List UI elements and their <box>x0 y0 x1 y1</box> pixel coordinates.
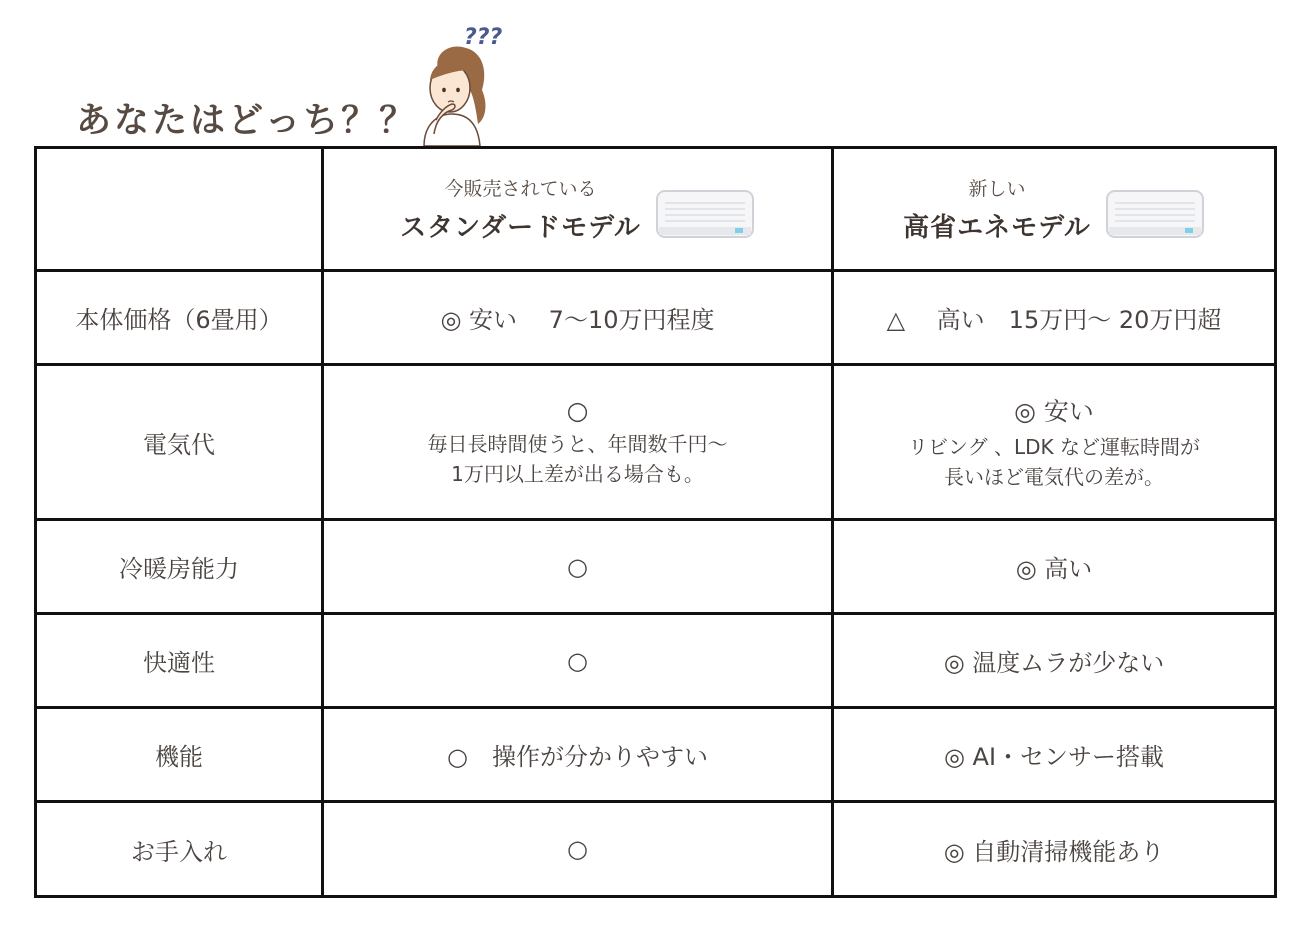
row-label-features: 機能 <box>36 708 323 802</box>
cell-care-standard: ○ <box>323 802 833 897</box>
standard-model-subtitle: 今販売されている <box>444 178 597 200</box>
comparison-table <box>34 146 1277 898</box>
eco-model-title: 高省エネモデル <box>903 213 1091 243</box>
row-label-care: お手入れ <box>36 802 323 897</box>
cell-care-eco: ◎ 自動清掃機能あり <box>833 802 1276 897</box>
standard-model-title: スタンダードモデル <box>400 213 641 243</box>
table-row <box>36 520 1276 614</box>
header-corner-cell <box>36 148 323 271</box>
row-label-capacity: 冷暖房能力 <box>36 520 323 614</box>
eco-model-subtitle: 新しい <box>968 178 1026 200</box>
cell-comfort-standard: ○ <box>323 614 833 708</box>
row-label-electricity: 電気代 <box>36 365 323 520</box>
cell-electricity-eco <box>833 365 1276 520</box>
electricity-eco-mark: ◎ 安い <box>1014 397 1094 426</box>
air-conditioner-icon <box>655 189 755 241</box>
row-label-price: 本体価格（6畳用） <box>36 271 323 365</box>
page-title: あなたはどっち？？ <box>76 101 418 141</box>
cell-price-eco: △ 高い 15万円〜 20万円超 <box>833 271 1276 365</box>
header-row <box>36 148 1276 271</box>
row-label-comfort: 快適性 <box>36 614 323 708</box>
cell-features-eco: ◎ AI・センサー搭載 <box>833 708 1276 802</box>
cell-capacity-eco: ◎ 高い <box>833 520 1276 614</box>
electricity-eco-line2: 長いほど電気代の差が。 <box>944 465 1164 489</box>
question-marks-text: ??? <box>464 25 503 50</box>
cell-price-standard: ◎ 安い 7〜10万円程度 <box>323 271 833 365</box>
cell-comfort-eco: ◎ 温度ムラが少ない <box>833 614 1276 708</box>
table-row <box>36 271 1276 365</box>
cell-capacity-standard: ○ <box>323 520 833 614</box>
electricity-eco-line1: リビング 、LDK など運転時間が <box>908 435 1200 459</box>
table-row <box>36 708 1276 802</box>
cell-features-standard: ○ 操作が分かりやすい <box>323 708 833 802</box>
electricity-standard-line2: 1万円以上差が出る場合も。 <box>451 461 704 486</box>
electricity-standard-line1: 毎日長時間使うと、年間数千円〜 <box>427 431 728 456</box>
table-row <box>36 365 1276 520</box>
air-conditioner-icon <box>1105 189 1205 241</box>
table-row <box>36 614 1276 708</box>
thinking-girl-illustration <box>410 14 520 148</box>
header-eco-model-cell <box>833 148 1276 271</box>
table-row <box>36 802 1276 897</box>
header-standard-model-cell <box>323 148 833 271</box>
electricity-standard-mark: ○ <box>566 395 589 425</box>
cell-electricity-standard <box>323 365 833 520</box>
